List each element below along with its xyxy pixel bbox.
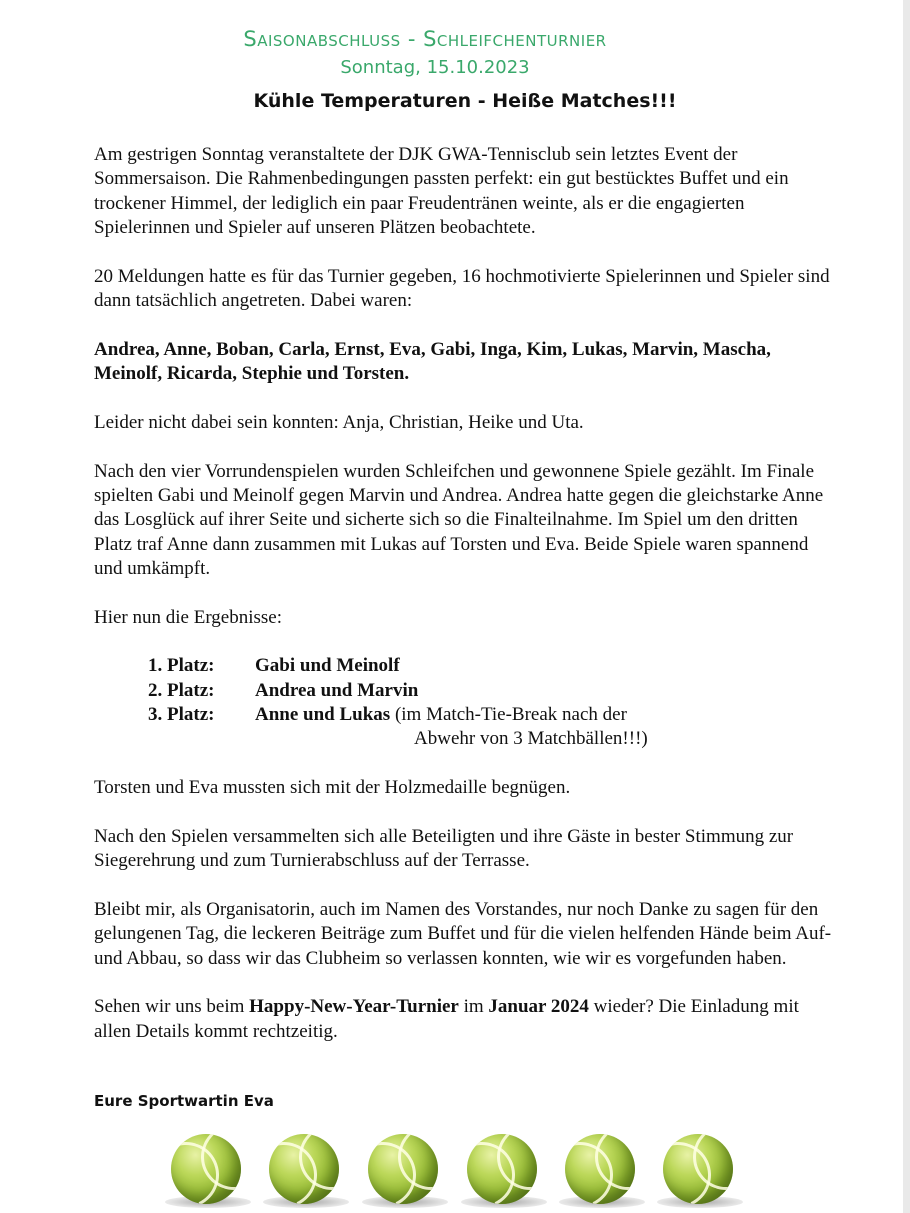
paragraph-absent: Leider nicht dabei sein konnten: Anja, Christian, Heike und Uta. bbox=[94, 411, 584, 433]
result-row bbox=[148, 654, 834, 678]
participant-names: Andrea, Anne, Boban, Carla, Ernst, Eva, Gabi, Inga, Kim, Lukas, Marvin, Mascha, Meinolf, Ricarda, Stephie und Torsten. bbox=[94, 338, 771, 385]
results-list bbox=[94, 654, 834, 751]
paragraph-tournament: Nach den vier Vorrundenspielen wurden Schleifchen und gewonnene Spiele gezählt. Im Finale spielten Gabi und Meinolf gegen Marvin und Andrea. Andrea hatte gegen die gleichstarke Anne das Losglück auf ihrer Seite und sicherte sich so die Finalteilnahme. Im Spiel um den dritten Platz traf Anne dann zusammen mit Lukas auf Torsten und Eva. Beide Spiele waren spannend und umkämpft. bbox=[94, 460, 824, 579]
paragraph-ceremony: Nach den Spielen versammelten sich alle Beteiligten und ihre Gäste in bester Stimmung zur Siegerehrung und zum Turnierabschluss auf der Terrasse. bbox=[94, 825, 794, 872]
tennis-ball-icon bbox=[263, 1130, 353, 1213]
article-body bbox=[94, 143, 834, 1069]
paragraph-fourth-place: Torsten und Eva mussten sich mit der Holzmedaille begnügen. bbox=[94, 777, 571, 799]
paragraph-thanks: Bleibt mir, als Organisatorin, auch im Namen des Vorstandes, nur noch Danke zu sagen für den gelungenen Tag, die leckeren Beiträge zum Buffet und für die vielen helfenden Hände beim Auf- und Abbau, so dass wir das Clubheim so verlassen konnten, wie wir es vorgefunden haben. bbox=[94, 899, 832, 969]
result-note-continued: Abwehr von 3 Matchbällen!!!) bbox=[414, 728, 648, 750]
result-place: 3. Platz: bbox=[148, 704, 215, 726]
result-team: Andrea und Marvin bbox=[255, 679, 419, 701]
paragraph-intro: Am gestrigen Sonntag veranstaltete der DJK GWA-Tennisclub sein letztes Event der Sommersaison. Die Rahmenbedingungen passten perfekt: ein gut bestücktes Buffet und ein trockener Himmel, der lediglich ein paar Freudentränen weinte, als er die engagierten Spielerinnen und Spieler auf unseren Plätzen beobachtete. bbox=[94, 144, 789, 238]
event-date: Sonntag, 15.10.2023 bbox=[340, 57, 530, 78]
tennis-ball-icon bbox=[165, 1130, 255, 1213]
result-row bbox=[148, 679, 834, 703]
tennis-ball-icon bbox=[461, 1130, 551, 1213]
result-row bbox=[148, 703, 834, 727]
page-title: Saisonabschluss - Schleifchenturnier bbox=[243, 27, 607, 51]
invitation-text: Sehen wir uns beim bbox=[94, 996, 250, 1018]
result-team: Gabi und Meinolf bbox=[255, 655, 400, 677]
paragraph-registrations: 20 Meldungen hatte es für das Turnier gegeben, 16 hochmotivierte Spielerinnen und Spieler sind dann tatsächlich angetreten. Dabei waren: bbox=[94, 265, 830, 311]
result-place: 1. Platz: bbox=[148, 655, 215, 677]
paragraph-results-intro: Hier nun die Ergebnisse: bbox=[94, 606, 283, 628]
tennis-ball-row bbox=[165, 1130, 755, 1213]
scrollbar-track[interactable] bbox=[903, 0, 910, 1213]
tennis-ball-icon bbox=[362, 1130, 452, 1213]
event-name: Happy-New-Year-Turnier bbox=[249, 996, 459, 1018]
event-month: Januar 2024 bbox=[488, 996, 589, 1018]
paragraph-invitation bbox=[94, 995, 834, 1044]
result-team: Anne und Lukas bbox=[255, 704, 391, 726]
result-note: (im Match-Tie-Break nach der bbox=[390, 704, 627, 726]
result-place: 2. Platz: bbox=[148, 679, 215, 701]
tennis-ball-icon bbox=[559, 1130, 649, 1213]
subtitle: Kühle Temperaturen - Heiße Matches!!! bbox=[253, 90, 677, 112]
invitation-text: wieder? Die Einladung mit allen Details kommt rechtzeitig. bbox=[94, 996, 799, 1042]
invitation-text: im bbox=[458, 996, 489, 1018]
signature: Eure Sportwartin Eva bbox=[94, 1092, 274, 1110]
tennis-ball-icon bbox=[657, 1130, 747, 1213]
